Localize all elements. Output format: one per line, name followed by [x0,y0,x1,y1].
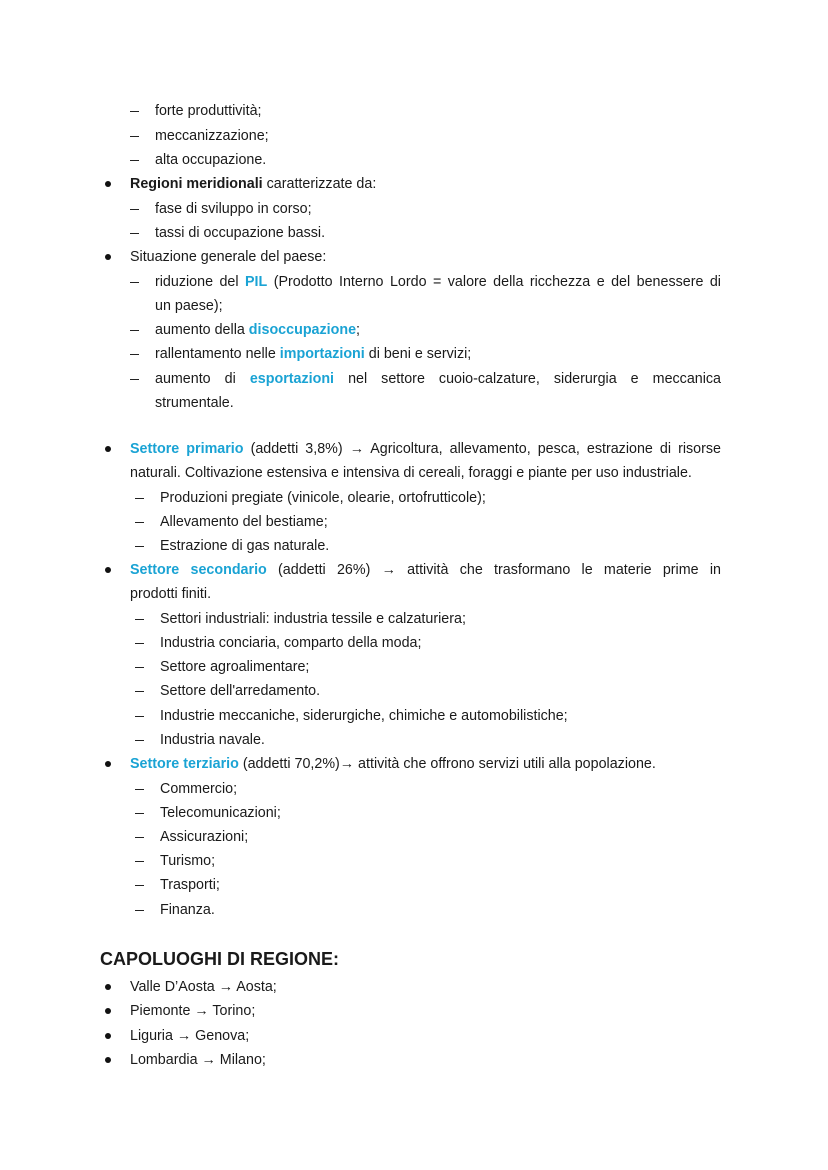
dash-marker [135,910,144,911]
list-item-continuation: un paese); [155,298,223,314]
dash-marker [130,354,139,355]
highlight-term: disoccupazione [248,322,357,338]
list-item: forte produttività; [155,103,262,119]
sector-secondario-line2: prodotti finiti. [130,586,212,602]
list-item: Liguria → Genova; [130,1028,250,1044]
list-item: Settore agroalimentare; [160,659,310,675]
list-item [130,175,376,193]
highlight-term: esportazioni [249,371,335,387]
sector-terziario-line [130,755,656,773]
sector-secondario-line [130,561,721,579]
sector-primario-line2: naturali. Coltivazione estensiva e intensiva di cereali, foraggi e piante per uso industriale. [130,465,692,481]
dash-marker [135,837,144,838]
bullet-marker [105,446,111,452]
dash-marker [135,522,144,523]
item-text: di beni e servizi; [364,346,472,362]
item-text: rallentamento nelle [155,346,280,362]
dash-marker [135,498,144,499]
dash-marker [135,716,144,717]
list-item: Trasporti; [160,877,220,893]
dash-marker [130,282,139,283]
dash-marker [135,885,144,886]
list-item [155,370,721,388]
item-text: ; [356,322,361,338]
bullet-marker [105,1033,111,1039]
list-item [155,273,721,291]
list-item: Estrazione di gas naturale. [160,538,330,554]
list-item: Produzioni pregiate (vinicole, olearie, ortofrutticole); [160,490,486,506]
item-text: aumento di [155,371,250,387]
dash-marker [135,861,144,862]
dash-marker [130,233,139,234]
list-item: Assicurazioni; [160,829,249,845]
bullet-marker [105,1057,111,1063]
highlight-term: importazioni [279,346,365,362]
section-heading: CAPOLUOGHI DI REGIONE: [100,949,340,969]
dash-marker [130,330,139,331]
list-item [155,345,471,363]
bullet-marker [105,254,111,260]
bullet-marker [105,1008,111,1014]
item-text: aumento della [155,322,249,338]
list-item: Settori industriali: industria tessile e calzaturiera; [160,611,466,627]
list-item: Settore dell'arredamento. [160,683,321,699]
dash-marker [135,691,144,692]
list-item: Turismo; [160,853,216,869]
list-item: Commercio; [160,781,238,797]
dash-marker [135,619,144,620]
list-item: Valle D’Aosta → Aosta; [130,979,277,995]
item-text: nel settore cuoio-calzature, siderurgia e meccanica [334,371,721,387]
list-item: fase di sviluppo in corso; [155,201,312,217]
dash-marker [135,546,144,547]
list-item: Allevamento del bestiame; [160,514,328,530]
dash-marker [130,111,139,112]
list-item: Finanza. [160,902,215,918]
list-item: alta occupazione. [155,152,267,168]
list-item [155,321,360,339]
bullet-marker [105,567,111,573]
dash-marker [130,209,139,210]
list-item: tassi di occupazione bassi. [155,225,326,241]
item-text: (Prodotto Interno Lordo = valore della ricchezza e del benessere di [267,274,721,290]
sector-primario-line [130,440,721,458]
list-item: meccanizzazione; [155,128,269,144]
item-text: (addetti 26%) → attività che trasformano le materie prime in [266,562,721,578]
dash-marker [130,379,139,380]
item-text: (addetti 3,8%) → Agricoltura, allevamento, pesca, estrazione di risorse [243,441,721,457]
list-item-continuation: strumentale. [155,395,234,411]
dash-marker [135,789,144,790]
list-item: Industria navale. [160,732,265,748]
list-item: Telecomunicazioni; [160,805,281,821]
dash-marker [130,136,139,137]
item-text: riduzione del [155,274,246,290]
list-item: Piemonte → Torino; [130,1003,256,1019]
list-item: Lombardia → Milano; [130,1052,266,1068]
bullet-marker [105,761,111,767]
list-item: Situazione generale del paese: [130,249,327,265]
dash-marker [135,740,144,741]
dash-marker [135,643,144,644]
meridionali-text: caratterizzate da: [262,176,377,192]
highlight-term: PIL [245,274,268,290]
highlight-term: Settore secondario [130,562,267,578]
item-text: (addetti 70,2%)→ attività che offrono servizi utili alla popolazione. [238,756,656,772]
dash-marker [130,160,139,161]
highlight-term: Settore terziario [130,756,239,772]
list-item: Industria conciaria, comparto della moda; [160,635,422,651]
highlight-term: Settore primario [130,441,244,457]
bullet-marker [105,984,111,990]
bullet-marker [105,181,111,187]
dash-marker [135,667,144,668]
dash-marker [135,813,144,814]
meridionali-label: Regioni meridionali [130,176,263,192]
list-item: Industrie meccaniche, siderurgiche, chimiche e automobilistiche; [160,708,568,724]
